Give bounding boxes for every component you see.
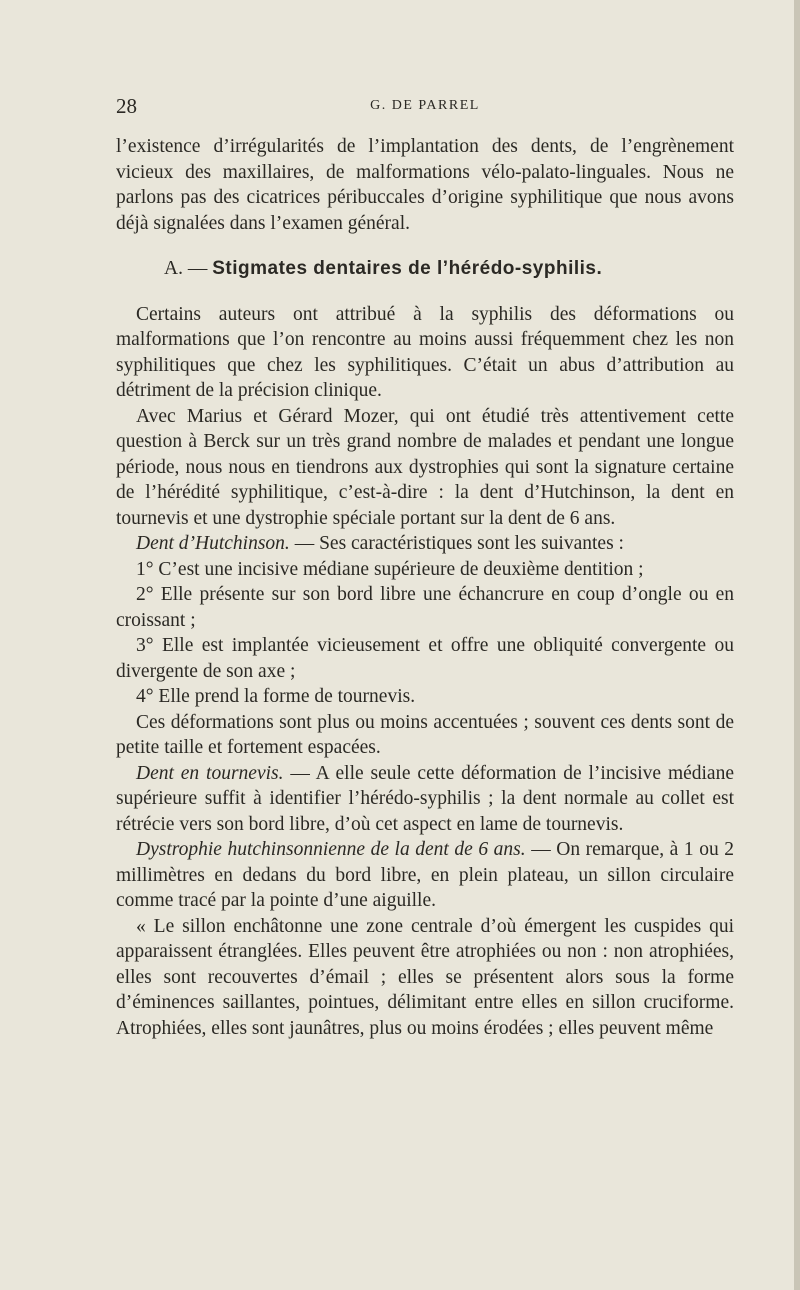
paragraph-4: Ces déformations sont plus ou moins accentuées ; souvent ces dents sont de petite taille et fortement espacées. bbox=[116, 711, 734, 758]
paragraph-3-text: — Ses caractéristiques sont les suivantes : bbox=[289, 533, 624, 554]
running-head: G. DE PARREL bbox=[370, 98, 480, 113]
paragraph-6-label: Dystrophie hutchinsonnienne de la dent de 6 ans. bbox=[136, 839, 526, 860]
section-heading bbox=[116, 256, 734, 282]
paragraph-5-text: — A elle seule cette déformation de l’incisive médiane supérieure suffit à identifier l’hérédo-syphilis ; la dent normale au collet est rétrécie vers son bord libre, d’où cet aspect en lame de tournevis. bbox=[116, 762, 734, 835]
list-item-2: 2° Elle présente sur son bord libre une échancrure en coup d’ongle ou en croissant ; bbox=[116, 584, 734, 631]
paragraph-1: Certains auteurs ont attribué à la syphilis des déformations ou malformations que l’on rencontre au moins aussi fréquemment chez les non syphilitiques que chez les syphilitiques. C’était un abus d’attribution au détriment de la précision clinique. bbox=[116, 303, 734, 401]
section-prefix: A. — bbox=[164, 258, 213, 279]
intro-paragraph: l’existence d’irrégularités de l’implantation des dents, de l’engrènement vicieux des maxillaires, de malformations vélo-palato-linguales. Nous ne parlons pas des cicatrices péribuccales d’origine syphilitique que nous avons déjà signalées dans l’examen général. bbox=[116, 136, 734, 234]
paragraph-5-label: Dent en tournevis. bbox=[136, 762, 284, 784]
page-edge bbox=[794, 0, 800, 1290]
paragraph-7: « Le sillon enchâtonne une zone centrale d’où émergent les cuspides qui apparaissent étranglées. Elles peuvent être atrophiées ou non : non atrophiées, elles sont recouvertes d’émail ; elles se présentent alors sous la forme d’éminences saillantes, pointues, délimitant entre elles en sillon cruciforme. Atrophiées, elles sont jaunâtres, plus ou moins érodées ; elles peuvent même bbox=[116, 915, 734, 1039]
page-header bbox=[116, 94, 734, 124]
body-text bbox=[116, 134, 734, 1041]
list-item-4: 4° Elle prend la forme de tournevis. bbox=[136, 686, 416, 707]
list-item-3: 3° Elle est implantée vicieusement et offre une obliquité convergente ou divergente de son axe ; bbox=[116, 635, 734, 682]
section-title: Stigmates dentaires de l’hérédo-syphilis. bbox=[212, 258, 603, 279]
paragraph-5 bbox=[116, 761, 734, 838]
list-item-1: 1° C’est une incisive médiane supérieure de deuxième dentition ; bbox=[136, 558, 644, 580]
paragraph-2: Avec Marius et Gérard Mozer, qui ont étudié très attentivement cette question à Berck sur un très grand nombre de malades et pendant une longue période, nous nous en tiendrons aux dystrophies qui sont la signature certaine de l’hérédité syphilitique, c’est-à-dire : la dent d’Hutchinson, la dent en tournevis et une dystrophie spéciale portant sur la dent de 6 ans. bbox=[116, 405, 734, 529]
page-number: 28 bbox=[116, 94, 137, 118]
paragraph-3-label: Dent d’Hutchinson. bbox=[136, 533, 290, 554]
paragraph-6-text: — On remarque, à 1 ou 2 millimètres en dedans du bord libre, en plein plateau, un sillon circulaire comme tracé par la pointe d’une aiguille. bbox=[116, 839, 734, 911]
paragraph-6 bbox=[116, 837, 734, 914]
paragraph-3 bbox=[116, 531, 734, 557]
